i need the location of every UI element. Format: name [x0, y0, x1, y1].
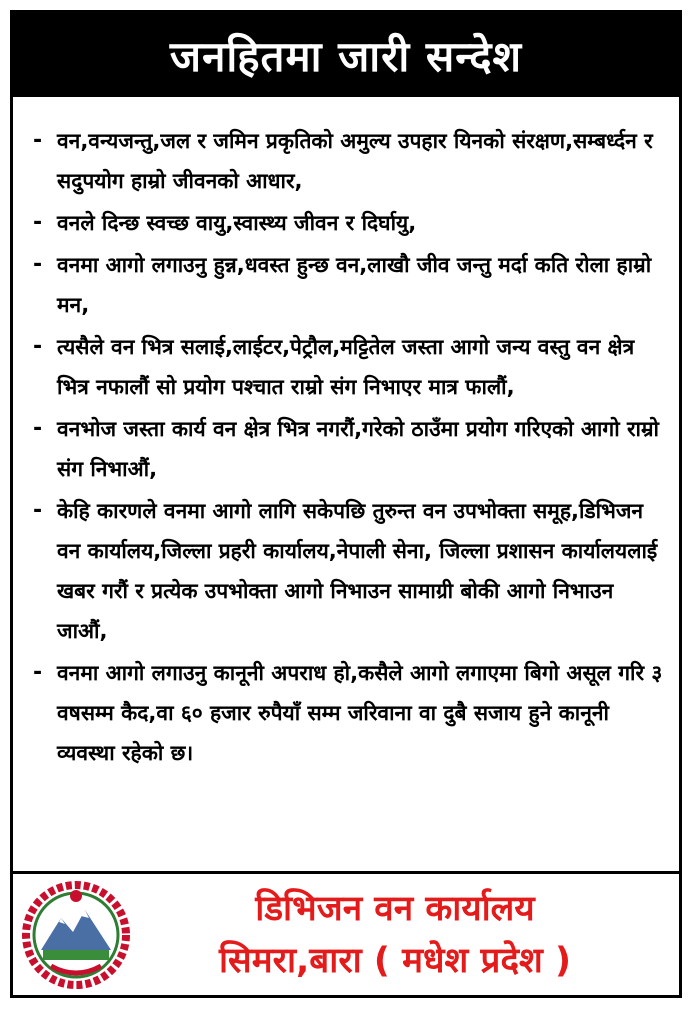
notice-list [33, 121, 663, 775]
bullet-dash: - [33, 210, 43, 235]
notice-text-7: वनमा आगो लगाउनु कानूनी अपराध हो,कसैले आगो लगाएमा बिगो असूल गरि ३ वषसम्म कैद,वा ६० हजार रुपैयाँ सम्म जरिवाना वा दुबै सजाय हुने कानूनी व्यवस्था रहेको छ। [57, 661, 663, 765]
notice-item-6 [33, 491, 663, 651]
office-location: सिमरा,बारा ( मधेश प्रदेश ) [218, 940, 572, 981]
bullet-dash: - [33, 498, 43, 523]
notice-text-6: केहि कारणले वनमा आगो लागि सकेपछि तुरुन्त वन उपभोक्ता समूह,डिभिजन वन कार्यालय,जिल्ला प्रहरी कार्यालय,नेपाली सेना, जिल्ला प्रशासन कार्यालयलाई खबर गरौं र प्रत्येक उपभोक्ता आगो निभाउन सामाग्री बोकी आगो निभाउन जाऔं, [57, 499, 658, 643]
notice-text-1: वन,वन्यजन्तु,जल र जमिन प्रकृतिको अमुल्य उपहार यिनको संरक्षण,सम्बर्ध्दन र सदुपयोग हाम्रो जीवनको आधार, [57, 129, 653, 193]
notice-item-3 [33, 245, 663, 325]
bullet-dash: - [33, 252, 43, 277]
poster-title: जनहितमा जारी सन्देश [169, 31, 523, 81]
notice-text-3: वनमा आगो लगाउनु हुन्न,धवस्त हुन्छ वन,लाखौ जीव जन्तु मर्दा कति रोला हाम्रो मन, [57, 253, 652, 317]
notice-text-2: वनले दिन्छ स्वच्छ वायु,स्वास्थ्य जीवन र दिर्घायु, [57, 211, 417, 235]
footer-office-block [131, 883, 679, 987]
notice-item-1 [33, 121, 663, 201]
notice-text-5: वनभोज जस्ता कार्य वन क्षेत्र भित्र नगरौं,गरेको ठाउँमा प्रयोग गरिएको आगो राम्रो संग निभाऔं, [57, 417, 659, 481]
poster-footer [13, 871, 679, 995]
nepal-emblem-icon [21, 880, 131, 990]
notice-item-4 [33, 327, 663, 407]
poster-header [13, 13, 679, 97]
notice-item-5 [33, 409, 663, 489]
bullet-dash: - [33, 660, 43, 685]
bullet-dash: - [33, 128, 43, 153]
bullet-dash: - [33, 334, 43, 359]
notice-item-7 [33, 653, 663, 773]
notice-item-2 [33, 203, 663, 243]
notice-poster [10, 10, 682, 998]
office-name: डिभिजन वन कार्यालय [255, 888, 535, 929]
notice-text-4: त्यसैले वन भित्र सलाई,लाईटर,पेट्रौल,मट्टितेल जस्ता आगो जन्य वस्तु वन क्षेत्र भित्र नफालौं सो प्रयोग पश्चात राम्रो संग निभाएर मात्र फालौं, [57, 335, 635, 399]
bullet-dash: - [33, 416, 43, 441]
